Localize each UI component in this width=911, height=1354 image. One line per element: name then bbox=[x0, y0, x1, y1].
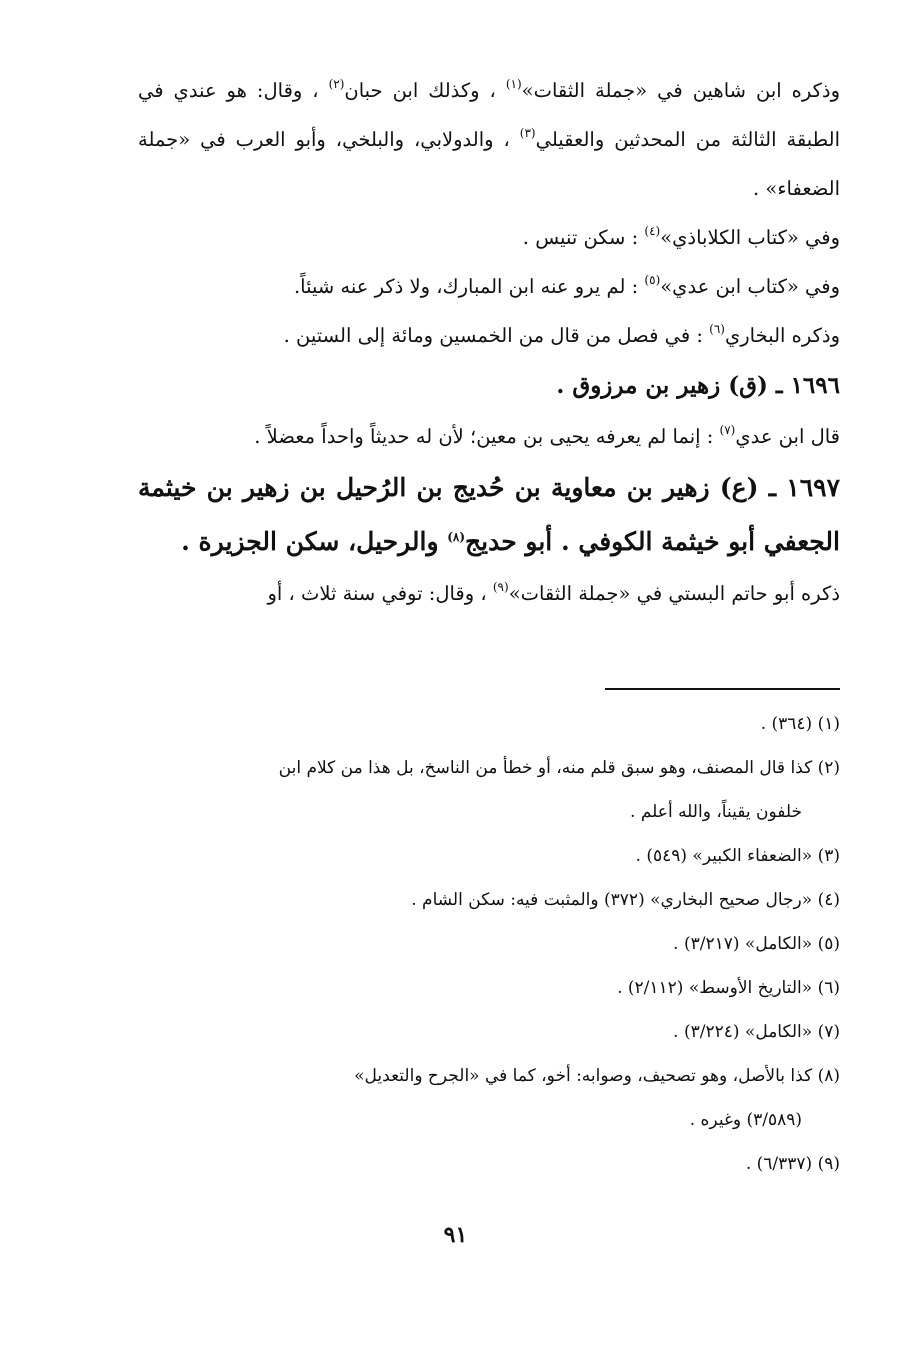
footnote-ref-7[interactable]: (٧) bbox=[719, 423, 736, 437]
paragraph-ibn-adi-2: قال ابن عدي$^{(٧)}$ : إنما لم يعرفه يحيى بن معين؛ لأن له حديثاً واحداً معضلاً . bbox=[254, 423, 840, 448]
footnote-ref-4[interactable]: (٤) bbox=[644, 224, 661, 238]
footnote-2-continued: خلفون يقيناً، والله أعلم . bbox=[630, 802, 802, 822]
footnote-9: (٩) (٦/٣٣٧) . bbox=[745, 1154, 840, 1174]
footnotes bbox=[138, 702, 840, 1186]
paragraph-ibn-shahin: وذكره ابن شاهين في «جملة الثقات»$^{(١)}$ ، وكذلك ابن حبان$^{(٢)}$ ، وقال: هو عندي في الطبقة الثالثة من المحدثين والعقيلي$^{(٣)}$ ، والدولابي، والبلخي، وأبو العرب في «جملة الضعفاء» . bbox=[138, 77, 841, 200]
footnote-1: (١) (٣٦٤) . bbox=[760, 714, 840, 734]
footnote-8-continued: (٣/٥٨٩) وغيره . bbox=[689, 1110, 802, 1130]
footnote-7: (٧) «الكامل» (٣/٢٢٤) . bbox=[673, 1022, 840, 1042]
footnote-ref-3[interactable]: (٣) bbox=[519, 126, 536, 140]
footnote-separator bbox=[605, 688, 840, 690]
paragraph-kalabadhi: وفي «كتاب الكلاباذي»$^{(٤)}$ : سكن تنيس . bbox=[522, 224, 840, 249]
footnote-ref-5[interactable]: (٥) bbox=[644, 273, 661, 287]
paragraph-bukhari: وذكره البخاري$^{(٦)}$ : في فصل من قال من الخمسين ومائة إلى الستين . bbox=[283, 322, 840, 347]
footnote-5: (٥) «الكامل» (٣/٢١٧) . bbox=[673, 934, 840, 954]
footnote-ref-8[interactable]: (٨) bbox=[447, 530, 466, 544]
footnote-ref-6[interactable]: (٦) bbox=[709, 322, 725, 336]
paragraph-ibn-adi: وفي «كتاب ابن عدي»$^{(٥)}$ : لم يرو عنه ابن المبارك، ولا ذكر عنه شيئاً. bbox=[293, 273, 840, 298]
footnote-ref-1[interactable]: (١) bbox=[505, 77, 522, 91]
footnote-3: (٣) «الضعفاء الكبير» (٥٤٩) . bbox=[635, 846, 840, 866]
footnote-6: (٦) «التاريخ الأوسط» (٢/١١٢) . bbox=[617, 978, 840, 998]
footnote-8: (٨) كذا بالأصل، وهو تصحيف، وصوابه: أخو، كما في «الجرح والتعديل» bbox=[354, 1066, 840, 1086]
entry-heading-1696: ١٦٩٦ ـ (ق) زهير بن مرزوق . bbox=[556, 372, 840, 399]
page-number: ٩١ bbox=[443, 1222, 468, 1248]
paragraph-abu-hatim: ذكره أبو حاتم البستي في «جملة الثقات»$^{(٩)}$ ، وقال: توفي سنة ثلاث ، أو bbox=[267, 580, 840, 605]
entry-heading-1697: ١٦٩٧ ـ (ع) زهير بن معاوية بن حُديج بن الرُحيل بن زهير بن خيثمة الجعفي أبو خيثمة الكوفي . أبو حديج$^{(٨)}$ والرحيل، سكن الجزيرة . bbox=[138, 473, 840, 556]
footnote-ref-9[interactable]: (٩) bbox=[492, 580, 509, 594]
footnote-2: (٢) كذا قال المصنف، وهو سبق قلم منه، أو خطأ من الناسخ، بل هذا من كلام ابن bbox=[278, 758, 840, 778]
main-text bbox=[138, 66, 840, 618]
footnote-ref-2[interactable]: (٢) bbox=[328, 77, 345, 91]
footnote-4: (٤) «رجال صحيح البخاري» (٣٧٢) والمثبت فيه: سكن الشام . bbox=[411, 890, 840, 910]
